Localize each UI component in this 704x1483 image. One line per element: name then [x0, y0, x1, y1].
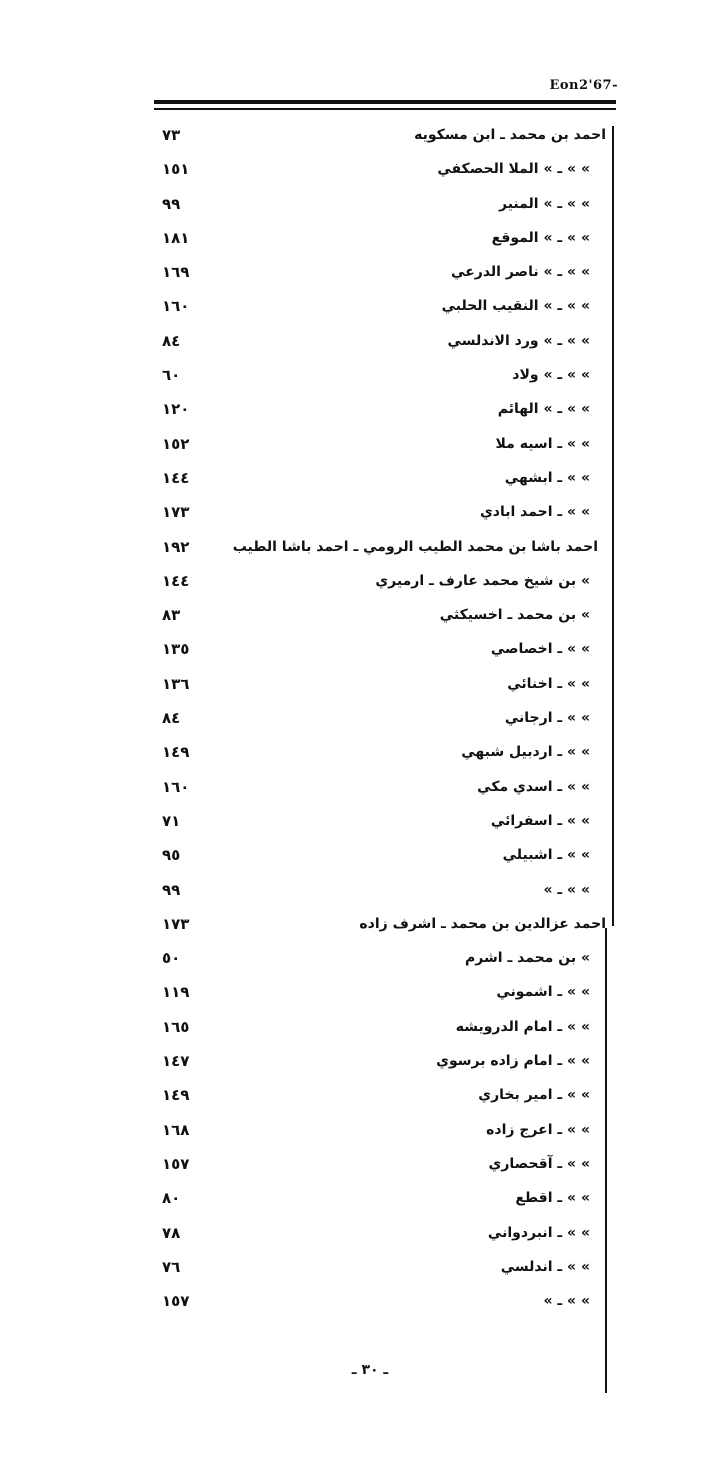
index-entry: [150, 1113, 600, 1147]
entry-page-number: ١٥٧: [162, 1292, 190, 1311]
entry-name: » » ـ اسدي مكي: [477, 778, 590, 795]
entry-page-number: ١٥٧: [162, 1154, 190, 1173]
entry-page-number: ١٤٤: [162, 468, 190, 487]
header-rule-thin: [154, 108, 616, 110]
entry-name: » » ـ »: [543, 881, 590, 898]
index-entry: [150, 358, 600, 392]
header-code: Eon2'67-: [549, 78, 618, 93]
entry-page-number: ٨٣: [162, 606, 181, 625]
entry-name: » » ـ » الملا الحصكفي: [437, 161, 590, 178]
entry-name: » » ـ امام الدرويشه: [455, 1018, 590, 1035]
index-entry: [150, 461, 600, 495]
entry-page-number: ١٦٠: [162, 297, 190, 316]
index-entry: [150, 975, 600, 1009]
entry-page-number: ٨٤: [162, 709, 181, 728]
entry-name: » » ـ امير بخاري: [478, 1087, 590, 1104]
entry-name: » » ـ اسفرائي: [490, 812, 590, 829]
index-entry: [150, 152, 600, 186]
index-entry: [150, 873, 600, 907]
entry-name: » » ـ » ولاد: [512, 367, 590, 384]
entry-page-number: ٨٠: [162, 1189, 181, 1208]
index-entry: [150, 1181, 600, 1215]
index-entry-list: [150, 118, 606, 1318]
entry-name: احمد عزالدين بن محمد ـ اشرف زاده: [359, 915, 606, 932]
entry-page-number: ١١٩: [162, 983, 190, 1002]
index-entry: [150, 598, 600, 632]
entry-name: » » ـ ارجاني: [504, 710, 590, 727]
entry-page-number: ١٧٣: [162, 503, 190, 522]
header-rule-thick: [154, 100, 616, 104]
index-entry: [150, 187, 600, 221]
column-divider-lower: [605, 928, 607, 1393]
entry-name: » بن شيخ محمد عارف ـ ارميري: [375, 572, 590, 589]
index-entry: [150, 667, 600, 701]
entry-name: » » ـ اعرج زاده: [486, 1121, 590, 1138]
entry-page-number: ٩٩: [162, 194, 181, 213]
entry-page-number: ٧٨: [162, 1223, 181, 1242]
entry-name: احمد باشا بن محمد الطيب الرومي ـ احمد باشا الطيب: [232, 538, 598, 555]
entry-name: » » ـ اردبيل شبهي: [461, 744, 590, 761]
index-entry: [150, 1147, 600, 1181]
index-entry: [150, 838, 600, 872]
entry-page-number: ١٣٦: [162, 674, 190, 693]
index-entry: [150, 495, 600, 529]
entry-page-number: ١٤٩: [162, 1086, 190, 1105]
entry-page-number: ١٤٩: [162, 743, 190, 762]
entry-name: » » ـ انبردواني: [487, 1224, 590, 1241]
index-entry: [150, 1284, 600, 1318]
entry-name: » » ـ » ناصر الدرعي: [451, 264, 590, 281]
entry-page-number: ١٢٠: [162, 400, 190, 419]
entry-page-number: ١٦٩: [162, 263, 190, 282]
entry-page-number: ١٥٢: [162, 434, 190, 453]
index-entry: [150, 427, 600, 461]
entry-page-number: ٩٥: [162, 846, 181, 865]
index-entry: [150, 735, 600, 769]
entry-name: » » ـ آقحصاري: [488, 1155, 590, 1172]
page-number: ـ ٣٠ ـ: [351, 1362, 389, 1378]
index-entry: [150, 392, 600, 426]
entry-page-number: ١٦٥: [162, 1017, 190, 1036]
index-entry: [150, 289, 600, 323]
entry-name: » » ـ اشموني: [496, 984, 590, 1001]
index-entry: [150, 255, 600, 289]
index-entry: [150, 907, 606, 941]
entry-name: » » ـ اندلسي: [500, 1258, 590, 1275]
entry-name: » » ـ اسيه ملا: [495, 435, 590, 452]
entry-page-number: ١٣٥: [162, 640, 190, 659]
entry-page-number: ٦٠: [162, 366, 181, 385]
index-entry: [150, 632, 600, 666]
index-entry: [150, 221, 600, 255]
index-entry: [150, 1044, 600, 1078]
entry-name: » » ـ اقطع: [515, 1190, 590, 1207]
entry-name: » » ـ » الموقع: [491, 229, 590, 246]
index-entry: [150, 941, 600, 975]
entry-page-number: ١٧٣: [162, 914, 190, 933]
entry-page-number: ١٥١: [162, 160, 190, 179]
entry-name: » » ـ امام زاده برسوي: [436, 1053, 590, 1070]
index-entry: [150, 1078, 600, 1112]
entry-name: » » ـ »: [543, 1293, 590, 1310]
index-entry: [150, 1216, 600, 1250]
entry-page-number: ١٨١: [162, 228, 190, 247]
entry-name: » » ـ ابشهي: [504, 469, 590, 486]
index-entry: [150, 564, 600, 598]
index-entry: [150, 804, 600, 838]
index-entry: [150, 324, 600, 358]
index-entry: [150, 701, 600, 735]
entry-page-number: ١٤٧: [162, 1052, 190, 1071]
entry-name: » » ـ احمد ابادي: [479, 504, 590, 521]
entry-page-number: ٨٤: [162, 331, 181, 350]
entry-name: » بن محمد ـ اخسيكثي: [439, 607, 590, 624]
index-entry: [150, 770, 600, 804]
entry-page-number: ١٦٠: [162, 777, 190, 796]
entry-name: » » ـ » المنير: [499, 195, 590, 212]
index-entry: [150, 1010, 600, 1044]
entry-page-number: ١٤٤: [162, 571, 190, 590]
entry-page-number: ١٦٨: [162, 1120, 190, 1139]
entry-page-number: ٧٦: [162, 1257, 181, 1276]
entry-page-number: ٧١: [162, 811, 181, 830]
entry-name: » » ـ اخنائي: [507, 675, 590, 692]
index-entry: [150, 1250, 600, 1284]
entry-name: » » ـ » الهائم: [497, 401, 590, 418]
entry-name: » » ـ » النقيب الحلبي: [441, 298, 590, 315]
entry-page-number: ١٩٢: [162, 537, 190, 556]
entry-name: احمد بن محمد ـ ابن مسكويه: [414, 127, 606, 143]
entry-page-number: ٩٩: [162, 880, 181, 899]
entry-page-number: ٧٣: [162, 126, 181, 144]
entry-name: » بن محمد ـ اشرم: [465, 950, 590, 967]
index-entry: [150, 118, 606, 152]
index-entry: [150, 530, 600, 564]
column-divider-upper: [612, 126, 614, 926]
entry-page-number: ٥٠: [162, 949, 181, 968]
entry-name: » » ـ اخصاصي: [490, 641, 590, 658]
entry-name: » » ـ اشبيلي: [502, 847, 590, 864]
entry-name: » » ـ » ورد الاندلسي: [447, 332, 590, 349]
